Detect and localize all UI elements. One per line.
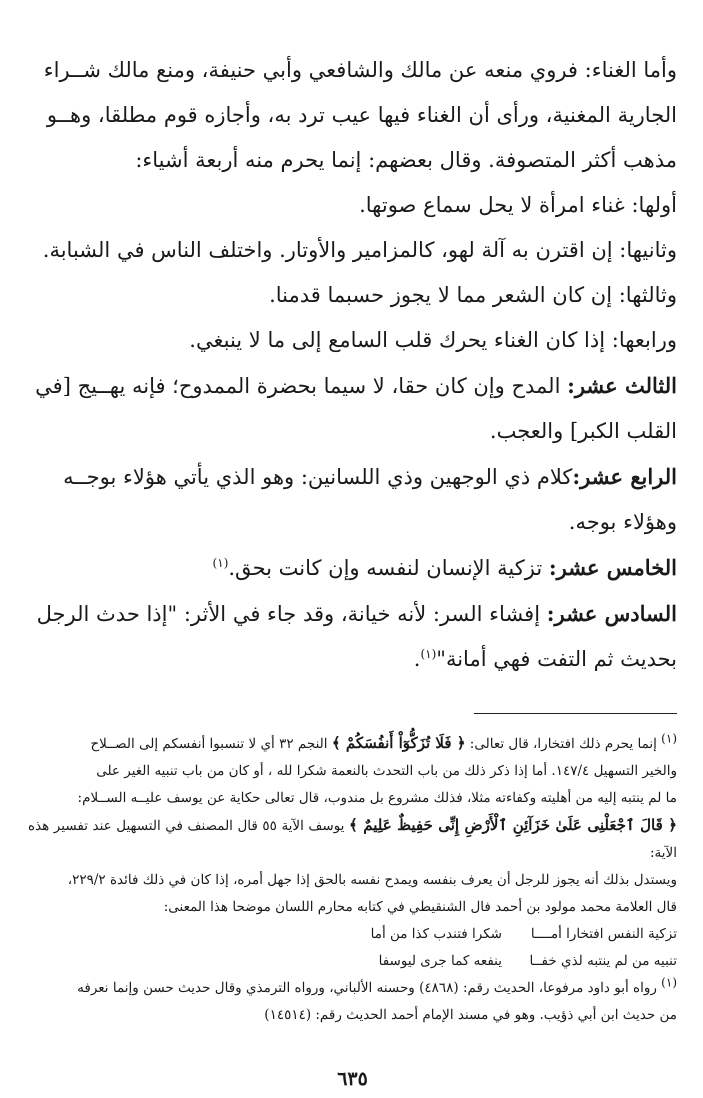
poem-hemistich: شكرا فتندب كذا من أما bbox=[370, 926, 502, 942]
footnote-ref: (١) bbox=[420, 647, 437, 661]
text-line: مذهب أكثر المتصوفة. وقال بعضهم: إنما يحرم منه أربعة أشياء: bbox=[135, 148, 677, 172]
item-text: بحديث ثم التفت فهي أمانة" bbox=[436, 647, 677, 671]
text-line: وثالثها: إن كان الشعر مما لا يجوز حسبما قدمنا. bbox=[269, 283, 677, 307]
text-line: أولها: غناء امرأة لا يحل سماع صوتها. bbox=[359, 193, 677, 217]
footnote-2-line bbox=[28, 975, 677, 1002]
poem-hemistich: تزكية النفس افتخارا أمــــا bbox=[530, 926, 677, 942]
text-line: وأما الغناء: فروي منعه عن مالك والشافعي وأبي حنيفة، ومنع مالك شــراء bbox=[43, 58, 677, 82]
page-number: ٦٣٥ bbox=[337, 1068, 368, 1090]
quran-verse: ﴿ فَلَا تُزَكُّوٓاْ أَنفُسَكُمْ ﴾ bbox=[331, 734, 466, 752]
footnote-text: إنما يحرم ذلك افتخارا، قال تعالى: bbox=[465, 736, 662, 752]
item-14-cont: وهؤلاء بوجه. bbox=[568, 510, 677, 534]
footnote-1-line: ما لم ينتبه إليه من أهليته وكفاءته مثلا، فذلك مشروع بل مندوب، قال تعالى حكاية عن يوسف عليــه الســلام: bbox=[77, 790, 677, 806]
footnote-marker: (١) bbox=[661, 975, 677, 990]
item-text: المدح وإن كان حقا، لا سيما بحضرة الممدوح؛ فإنه يهــيج [في bbox=[35, 374, 568, 398]
item-text: إفشاء السر: لأنه خيانة، وقد جاء في الأثر: "إذا حدث الرجل bbox=[36, 602, 547, 626]
footnote-text: رواه أبو داود مرفوعا، الحديث رقم: (٤٨٦٨) وحسنه الألباني، ورواه الترمذي وقال حديث حسن وإنما نعرفه bbox=[77, 980, 662, 996]
item-15 bbox=[28, 545, 677, 591]
footnote-ref: (١) bbox=[212, 556, 229, 570]
text-line: وثانيها: إن اقترن به آلة لهو، كالمزامير والأوتار. واختلف الناس في الشبابة. bbox=[42, 238, 677, 262]
page bbox=[28, 48, 677, 1098]
footnote-text: يوسف الآية ٥٥ قال المصنف في التسهيل عند تفسير هذه الآية: bbox=[28, 818, 677, 861]
item-text-end: . bbox=[413, 647, 421, 671]
item-text: كلام ذي الوجهين وذي اللسانين: وهو الذي يأتي هؤلاء بوجــه bbox=[63, 465, 573, 489]
item-14 bbox=[28, 454, 677, 500]
footnote-marker: (١) bbox=[661, 731, 677, 746]
item-heading: السادس عشر: bbox=[546, 601, 677, 626]
poem-verse bbox=[28, 921, 677, 948]
footnote-1-line: والخير التسهيل ١٤٧/٤. أما إذا ذكر ذلك من باب التحدث بالنعمة شكرا لله ، أو كان من باب تنبيه الغير على bbox=[96, 763, 677, 779]
quran-verse: ﴿ قَالَ ٱجْعَلْنِى عَلَىٰ خَزَآئِنِ ٱلْأَرْضِ إِنِّى حَفِيظٌ عَلِيمٌ ﴾ bbox=[348, 816, 677, 834]
text-line: الجارية المغنية، ورأى أن الغناء فيها عيب ترد به، وأجازه قوم مطلقا، وهــو bbox=[46, 103, 677, 127]
item-13 bbox=[28, 363, 677, 409]
item-16-cont bbox=[28, 637, 677, 682]
item-heading: الثالث عشر: bbox=[567, 373, 677, 398]
footnote-1-line bbox=[28, 730, 677, 758]
poem-hemistich: تنبيه من لم ينتبه لذي خفــا bbox=[529, 953, 677, 969]
item-13-cont: القلب الكبر] والعجب. bbox=[489, 419, 677, 443]
footnote-text: النجم ٣٢ أي لا تنسبوا أنفسكم إلى الصــلاح bbox=[90, 736, 332, 752]
main-text bbox=[28, 48, 677, 682]
footnotes bbox=[28, 730, 677, 1029]
footnote-2-line: من حديث ابن أبي ذؤيب. وهو في مسند الإمام أحمد الحديث رقم: (١٤٥١٤) bbox=[264, 1007, 677, 1023]
text-line: ورابعها: إذا كان الغناء يحرك قلب السامع إلى ما لا ينبغي. bbox=[189, 328, 677, 352]
poem-hemistich: ينفعه كما جرى ليوسفا bbox=[378, 953, 502, 969]
item-16 bbox=[28, 591, 677, 637]
footnote-1-line: ويستدل بذلك أنه يجوز للرجل أن يعرف بنفسه ويمدح نفسه بالحق إذا جهل أمره، إذا كان في ذلك فائدة ٢٢٩/٢، bbox=[67, 872, 677, 888]
item-text: تزكية الإنسان لنفسه وإن كانت بحق. bbox=[228, 556, 549, 580]
poem-verse bbox=[28, 948, 677, 975]
item-heading: الخامس عشر: bbox=[548, 555, 677, 580]
footnote-1-line: قال العلامة محمد مولود بن أحمد فال الشنقيطي في كتابه محارم اللسان موضحا هذا المعنى: bbox=[163, 899, 677, 915]
item-heading: الرابع عشر: bbox=[572, 464, 677, 489]
footnote-1-line bbox=[28, 812, 677, 867]
footnote-divider bbox=[474, 713, 677, 714]
